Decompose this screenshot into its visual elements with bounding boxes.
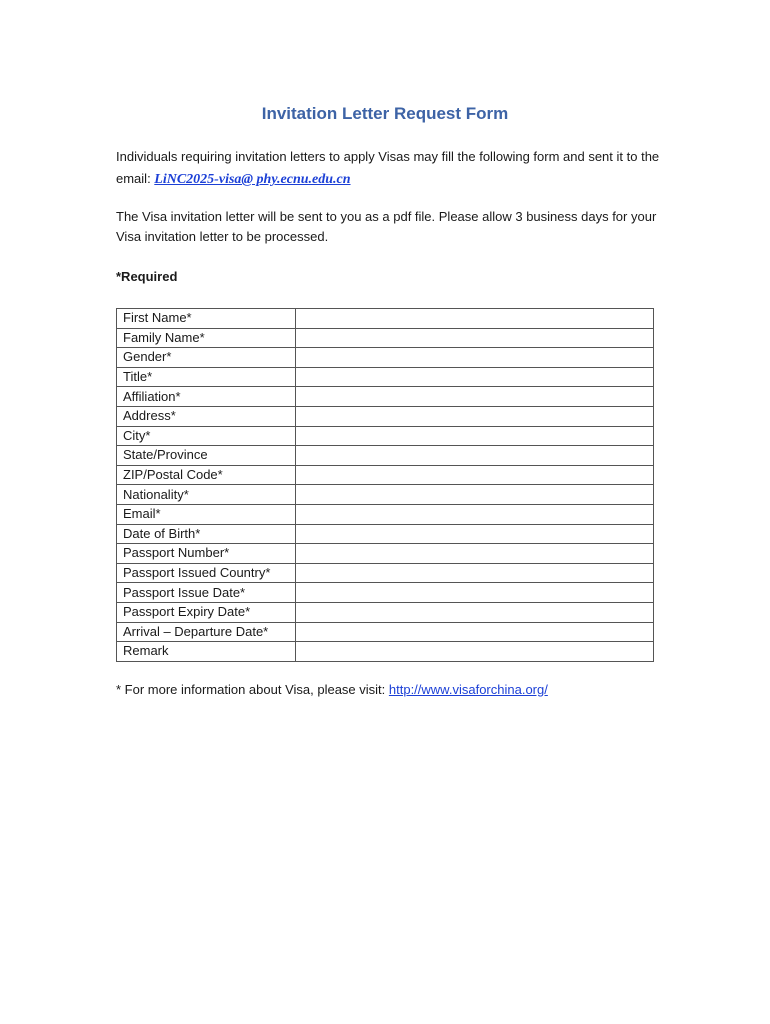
form-row: [117, 348, 654, 368]
form-row: [117, 485, 654, 505]
field-input-cell[interactable]: [296, 348, 654, 368]
field-input-cell[interactable]: [296, 622, 654, 642]
field-label: Arrival – Departure Date*: [117, 622, 296, 642]
field-input-cell[interactable]: [296, 602, 654, 622]
field-label: Date of Birth*: [117, 524, 296, 544]
field-input-cell[interactable]: [296, 583, 654, 603]
field-label: Passport Issued Country*: [117, 563, 296, 583]
field-label: Gender*: [117, 348, 296, 368]
field-label: First Name*: [117, 309, 296, 329]
field-input-cell[interactable]: [296, 504, 654, 524]
field-input-cell[interactable]: [296, 485, 654, 505]
field-label: Family Name*: [117, 328, 296, 348]
field-input-cell[interactable]: [296, 367, 654, 387]
form-row: [117, 446, 654, 466]
field-input-cell[interactable]: [296, 524, 654, 544]
field-label: City*: [117, 426, 296, 446]
form-row: [117, 328, 654, 348]
email-link[interactable]: LiNC2025-visa@ phy.ecnu.edu.cn: [154, 172, 351, 187]
field-label: State/Province: [117, 446, 296, 466]
note-paragraph: The Visa invitation letter will be sent to you as a pdf file. Please allow 3 business days for your Visa invitation letter to be processed.: [116, 209, 657, 244]
form-row: [117, 524, 654, 544]
form-row: [117, 622, 654, 642]
form-row: [117, 465, 654, 485]
field-label: Passport Issue Date*: [117, 583, 296, 603]
field-label: Passport Expiry Date*: [117, 602, 296, 622]
form-row: [117, 544, 654, 564]
form-row: [117, 602, 654, 622]
form-row: [117, 583, 654, 603]
field-label: Nationality*: [117, 485, 296, 505]
field-label: Title*: [117, 367, 296, 387]
visa-website-link[interactable]: http://www.visaforchina.org/: [388, 682, 548, 697]
field-input-cell[interactable]: [296, 309, 654, 329]
field-input-cell[interactable]: [296, 406, 654, 426]
footer-note: [116, 682, 548, 697]
field-input-cell[interactable]: [296, 446, 654, 466]
field-label: ZIP/Postal Code*: [117, 465, 296, 485]
field-input-cell[interactable]: [296, 563, 654, 583]
form-row: [117, 504, 654, 524]
field-input-cell[interactable]: [296, 544, 654, 564]
form-row: [117, 387, 654, 407]
field-input-cell[interactable]: [296, 642, 654, 662]
field-label: Affiliation*: [117, 387, 296, 407]
field-label: Passport Number*: [117, 544, 296, 564]
form-row: [117, 426, 654, 446]
field-label: Email*: [117, 504, 296, 524]
field-input-cell[interactable]: [296, 328, 654, 348]
required-note: *Required: [116, 269, 178, 284]
request-form-table: [116, 308, 654, 662]
form-row: [117, 406, 654, 426]
field-label: Address*: [117, 406, 296, 426]
field-label: Remark: [117, 642, 296, 662]
field-input-cell[interactable]: [296, 387, 654, 407]
field-input-cell[interactable]: [296, 426, 654, 446]
form-row: [117, 309, 654, 329]
intro-paragraph: [116, 146, 661, 191]
form-row: [117, 367, 654, 387]
page-title: Invitation Letter Request Form: [261, 104, 509, 123]
field-input-cell[interactable]: [296, 465, 654, 485]
form-row: [117, 563, 654, 583]
intro-text: Individuals requiring invitation letters to apply Visas may fill the following form and sent it to the email:: [116, 149, 660, 186]
form-row: [117, 642, 654, 662]
footer-text: * For more information about Visa, please visit:: [116, 682, 389, 697]
